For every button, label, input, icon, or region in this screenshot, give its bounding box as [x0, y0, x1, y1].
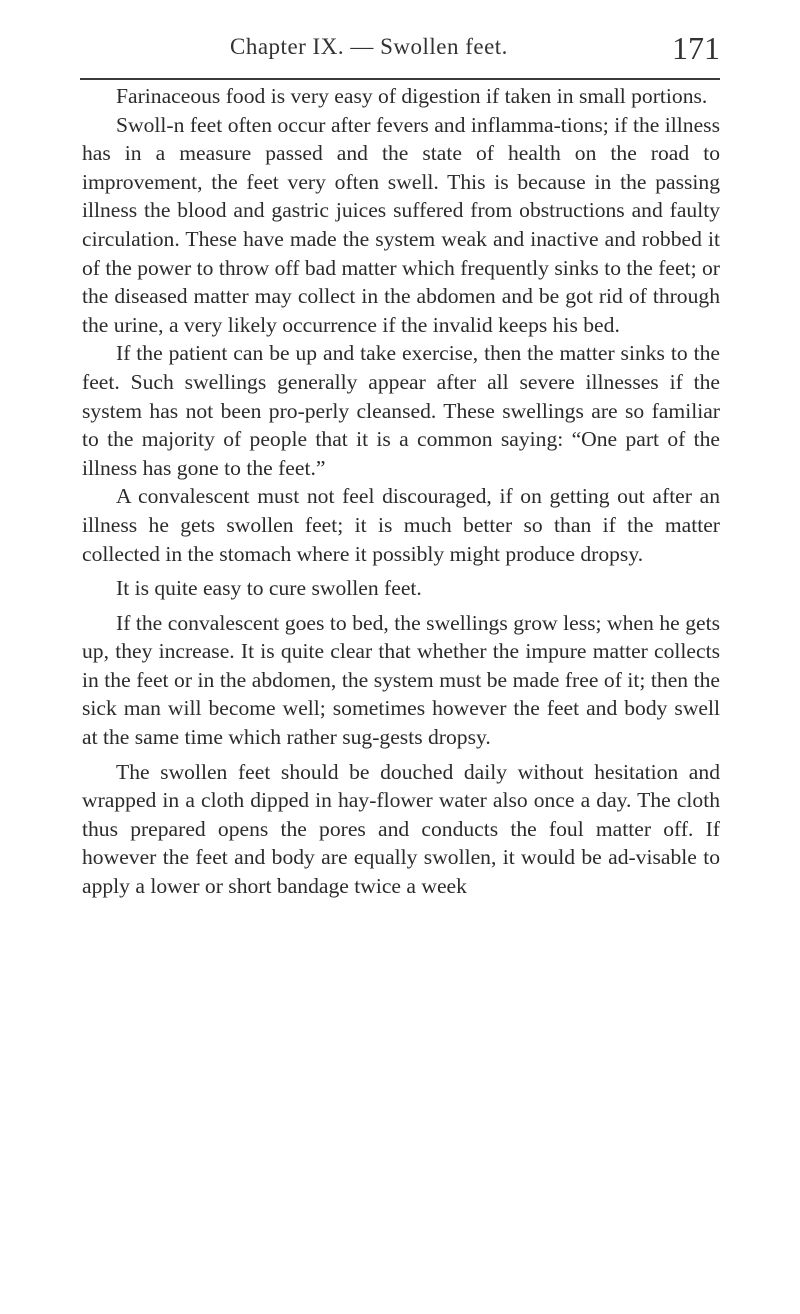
paragraph: The swollen feet should be douched daily without hesitation and wrapped in a cloth dipped in hay-flower water also once a day. The cloth thus prepared opens the pores and conducts the foul matter off. If however the feet and body are equally swollen, it would be ad-visable to apply a lower or short bandage twice a week — [82, 759, 720, 899]
paragraph: Swoll‑n feet often occur after fevers and inflamma-tions; if the illness has in a measure passed and the state of health on the road to improvement, the feet very often swell. This is because in the passing illness the blood and gastric juices suffered from obstructions and faulty circulation. These have made the system weak and inactive and robbed it of the power to throw off bad matter which frequently sinks to the feet; or the diseased matter may collect in the abdomen and be got rid of through the urine, a very likely occurrence if the invalid keeps his bed. — [82, 112, 720, 337]
paragraph: Farinaceous food is very easy of digestion if taken in small portions. — [116, 84, 708, 108]
body-text — [82, 82, 720, 907]
paragraph: If the convalescent goes to bed, the swellings grow less; when he gets up, they increase. It is quite clear that whether the impure matter collects in the feet or in the abdomen, the system must be made free of it; then the sick man will become well; sometimes however the feet and body swell at the same time which rather sug-gests dropsy. — [82, 610, 720, 750]
paragraph: A convalescent must not feel discouraged, if on getting out after an illness he gets swollen feet; it is much better so than if the matter collected in the stomach where it possibly might produce dropsy. — [82, 484, 720, 566]
page-number: 171 — [672, 30, 720, 66]
paragraph: It is quite easy to cure swollen feet. — [116, 576, 422, 601]
running-head — [80, 28, 720, 80]
paragraph: If the patient can be up and take exercise, then the matter sinks to the feet. Such swellings generally appear after all severe illnesses if the system has not been pro-perly cleansed. These swellings are so familiar to the majority of people that it is a common saying: “One part of the illness has gone to the feet.” — [82, 341, 720, 480]
chapter-title: Chapter IX. — Swollen feet. — [230, 34, 508, 59]
